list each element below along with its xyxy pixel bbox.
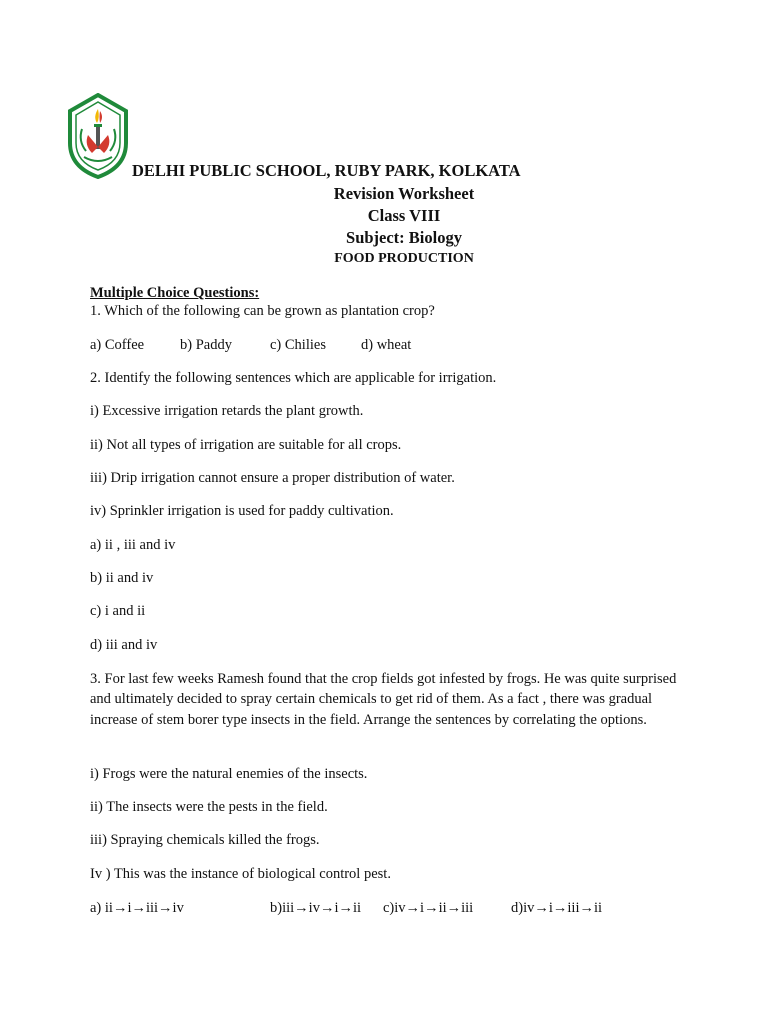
q3-option-a: a) ii→i→iii→iv: [90, 900, 184, 916]
question-1-options: [90, 338, 690, 354]
q2-statement-ii: ii) Not all types of irrigation are suitable for all crops.: [90, 437, 402, 453]
q2-statement-i: i) Excessive irrigation retards the plant growth.: [90, 403, 364, 419]
q2-option-b: b) ii and iv: [90, 570, 154, 586]
topic-title: FOOD PRODUCTION: [334, 251, 474, 266]
q3-option-b: b)iii→iv→i→ii: [270, 900, 362, 916]
q2-statement-iv: iv) Sprinkler irrigation is used for paddy cultivation.: [90, 503, 394, 519]
q3-statement-ii: ii) The insects were the pests in the field.: [90, 799, 328, 815]
q1-option-d: d) wheat: [361, 337, 412, 353]
q1-option-b: b) Paddy: [180, 337, 232, 353]
school-name: DELHI PUBLIC SCHOOL, RUBY PARK, KOLKATA: [132, 161, 521, 180]
q2-statement-iii: iii) Drip irrigation cannot ensure a proper distribution of water.: [90, 470, 455, 486]
q3-option-d: d)iv→i→iii→ii: [511, 900, 603, 916]
q3-statement-i: i) Frogs were the natural enemies of the insects.: [90, 766, 368, 782]
question-3: 3. For last few weeks Ramesh found that the crop fields got infested by frogs. He was quite surprised and ultimately decided to spray certain chemicals to get rid of them. As a fact , there was gradual increase of stem borer type insects in the field. Arrange the sentences by correlating the options.: [90, 671, 677, 728]
q1-option-a: a) Coffee: [90, 337, 145, 353]
question-2: 2. Identify the following sentences which are applicable for irrigation.: [90, 370, 497, 386]
q1-option-c: c) Chilies: [270, 337, 326, 353]
q2-option-c: c) i and ii: [90, 603, 146, 619]
q3-option-c: c)iv→i→ii→iii: [383, 900, 474, 916]
subject-label: Subject: Biology: [346, 228, 462, 247]
q3-statement-iv: Iv ) This was the instance of biological control pest.: [90, 866, 391, 882]
q2-option-d: d) iii and iv: [90, 637, 158, 653]
q3-statement-iii: iii) Spraying chemicals killed the frogs.: [90, 832, 320, 848]
worksheet-title: Revision Worksheet: [333, 184, 475, 203]
section-heading: Multiple Choice Questions:: [90, 285, 260, 301]
class-label: Class VIII: [367, 206, 441, 225]
question-1: 1. Which of the following can be grown as plantation crop?: [90, 303, 435, 319]
q2-option-a: a) ii , iii and iv: [90, 537, 176, 553]
school-crest-logo: [64, 93, 132, 179]
question-3-options: [90, 901, 690, 917]
